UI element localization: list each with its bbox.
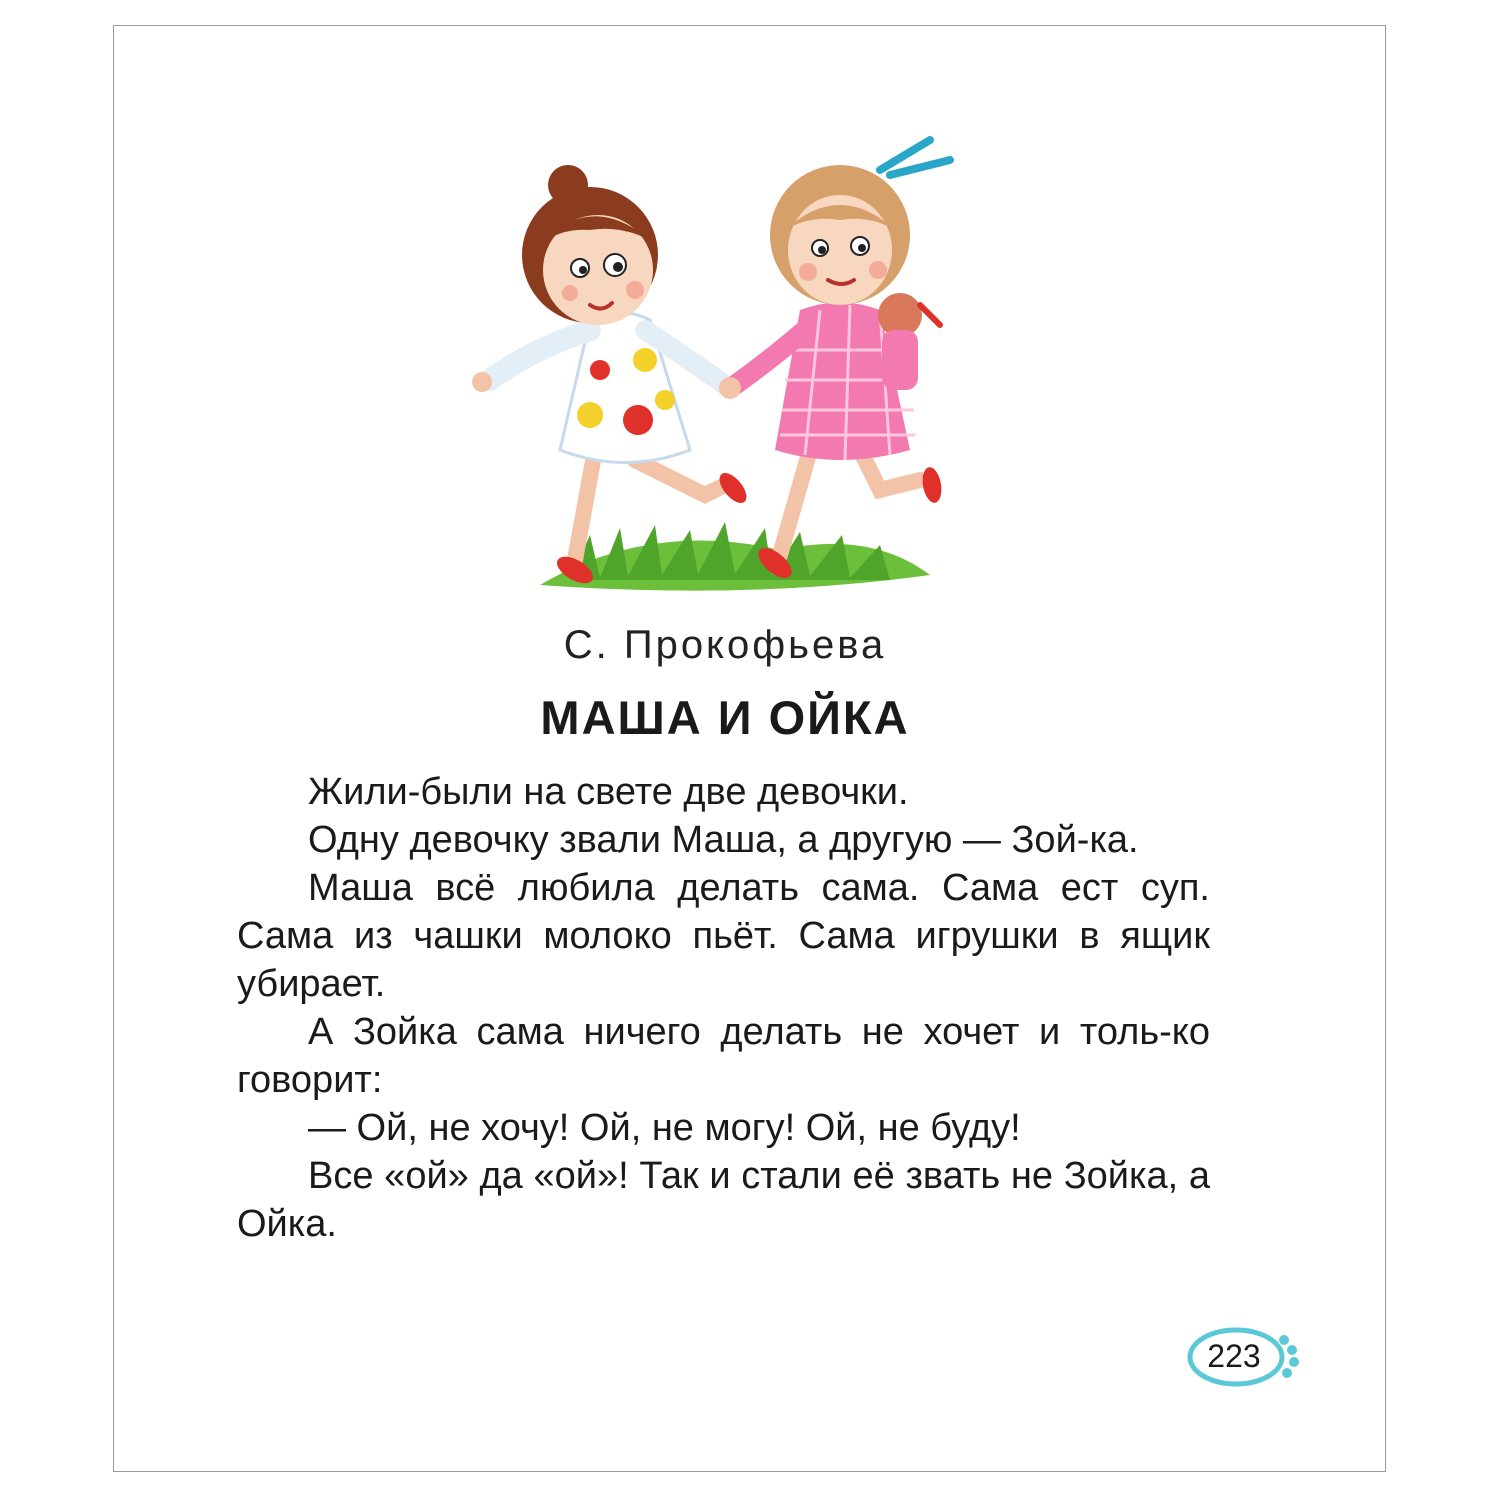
paragraph: Одну девочку звали Маша, а другую — Зой-ка. bbox=[308, 819, 1139, 861]
page-number: 223 bbox=[1207, 1338, 1261, 1374]
paragraph: А Зойка сама ничего делать не хочет и толь-ко говорит: bbox=[237, 1011, 1210, 1101]
paragraph: Маша всё любила делать сама. Сама ест суп. Сама из чашки молоко пьёт. Сама игрушки в ящик убирает. bbox=[237, 867, 1210, 1005]
paragraph: — Ой, не хочу! Ой, не могу! Ой, не буду! bbox=[308, 1107, 1021, 1149]
story-text bbox=[237, 768, 1210, 1248]
girl-right-icon bbox=[719, 140, 950, 584]
story-title: МАША И ОЙКА bbox=[540, 691, 910, 744]
two-girls-illustration bbox=[450, 130, 990, 610]
girl-left-icon bbox=[472, 165, 751, 589]
author-name: С. Прокофьева bbox=[563, 623, 887, 667]
paragraph: Все «ой» да «ой»! Так и стали её звать не Зойка, а Ойка. bbox=[237, 1155, 1210, 1245]
grass-icon bbox=[540, 522, 930, 591]
paragraph: Жили-были на свете две девочки. bbox=[308, 771, 909, 813]
